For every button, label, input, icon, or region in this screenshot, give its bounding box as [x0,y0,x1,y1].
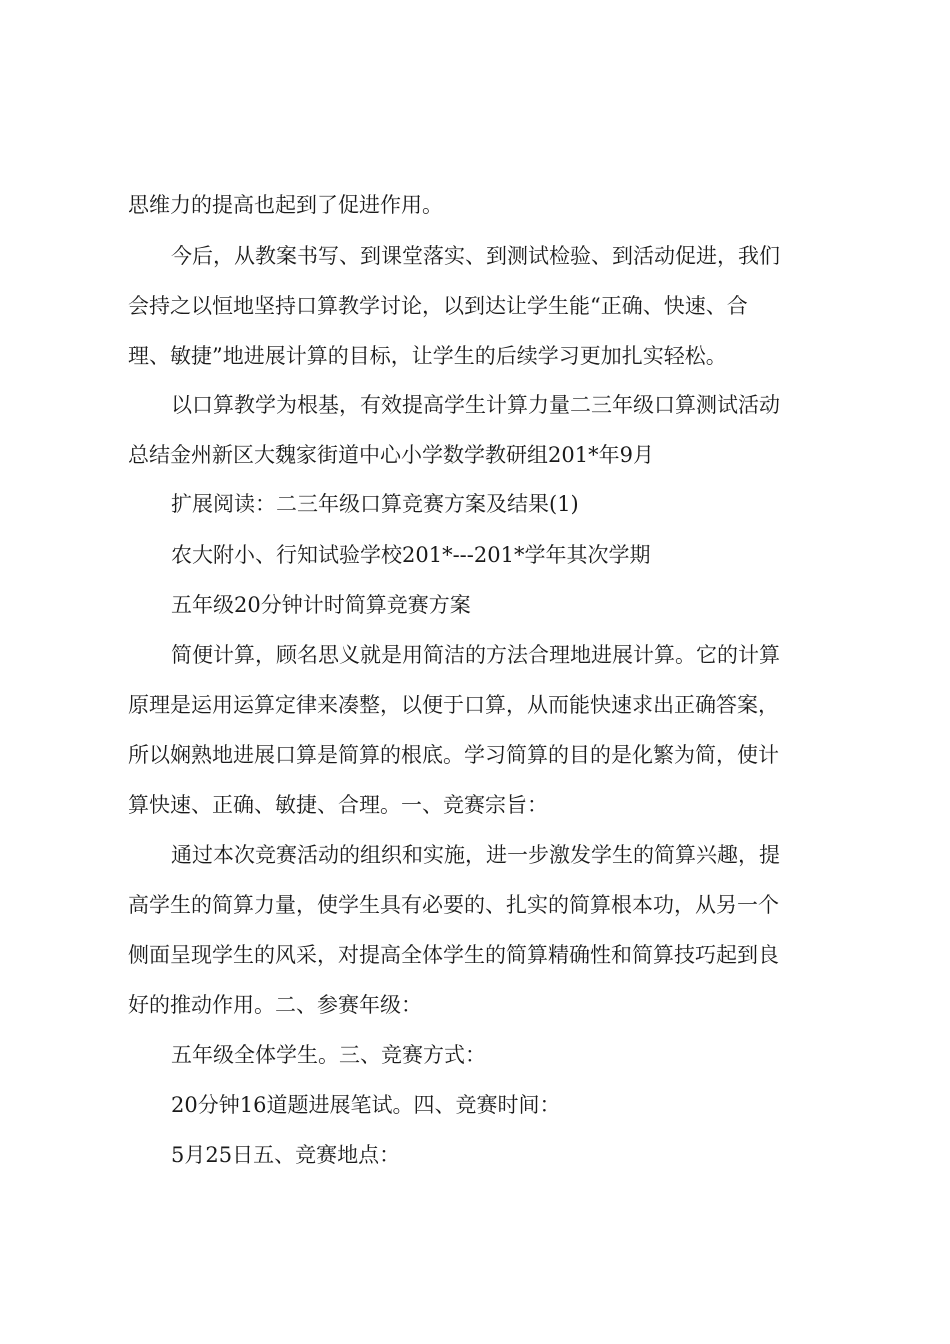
text-line: 简便计算，顾名思义就是用简洁的方法合理地进展计算。它的计算 [171,643,780,667]
text-line: 农大附小、行知试验学校201*---201*学年其次学期 [171,543,651,567]
paragraph-11 [128,1130,832,1180]
text-line: 通过本次竞赛活动的组织和实施，进一步激发学生的简算兴趣，提 [171,843,780,867]
paragraph-6 [128,580,832,630]
text-line: 侧面呈现学生的风采，对提高全体学生的简算精确性和简算技巧起到良 [128,943,779,967]
text-line: 五年级全体学生。三、竞赛方式： [171,1043,486,1067]
text-line: 理、敏捷”地进展计算的目标，让学生的后续学习更加扎实轻松。 [128,344,727,368]
paragraph-5 [128,530,832,580]
paragraph-8 [128,830,832,1030]
text-line: 原理是运用运算定律来凑整，以便于口算，从而能快速求出正确答案， [128,693,779,717]
text-line: 20分钟16道题进展笔试。四、竞赛时间： [171,1093,561,1117]
text-line: 5月25日五、竞赛地点： [171,1143,401,1167]
text-line: 以口算教学为根基，有效提高学生计算力量二三年级口算测试活动 [171,393,780,417]
text-line: 所以娴熟地进展口算是简算的根底。学习简算的目的是化繁为简，使计 [128,743,779,767]
text-line: 思维力的提高也起到了促进作用。 [128,193,443,217]
text-line: 好的推动作用。二、参赛年级： [128,993,422,1017]
paragraph-10 [128,1080,832,1130]
text-line: 高学生的简算力量，使学生具有必要的、扎实的简算根本功，从另一个 [128,893,779,917]
paragraph-2 [128,231,832,381]
text-line: 扩展阅读：二三年级口算竞赛方案及结果(1) [171,492,579,516]
paragraph-3 [128,380,832,480]
text-line: 会持之以恒地坚持口算教学讨论，以到达让学生能“正确、快速、合 [128,294,748,318]
paragraph-9 [128,1030,832,1080]
paragraph-7 [128,630,832,830]
text-line: 五年级20分钟计时简算竞赛方案 [171,593,471,617]
text-line: 算快速、正确、敏捷、合理。一、竞赛宗旨： [128,793,548,817]
text-line: 总结金州新区大魏家街道中心小学数学教研组201*年9月 [128,443,654,467]
paragraph-4 [128,479,832,529]
text-line: 今后，从教案书写、到课堂落实、到测试检验、到活动促进，我们 [171,244,780,268]
paragraph-1 [128,180,832,230]
